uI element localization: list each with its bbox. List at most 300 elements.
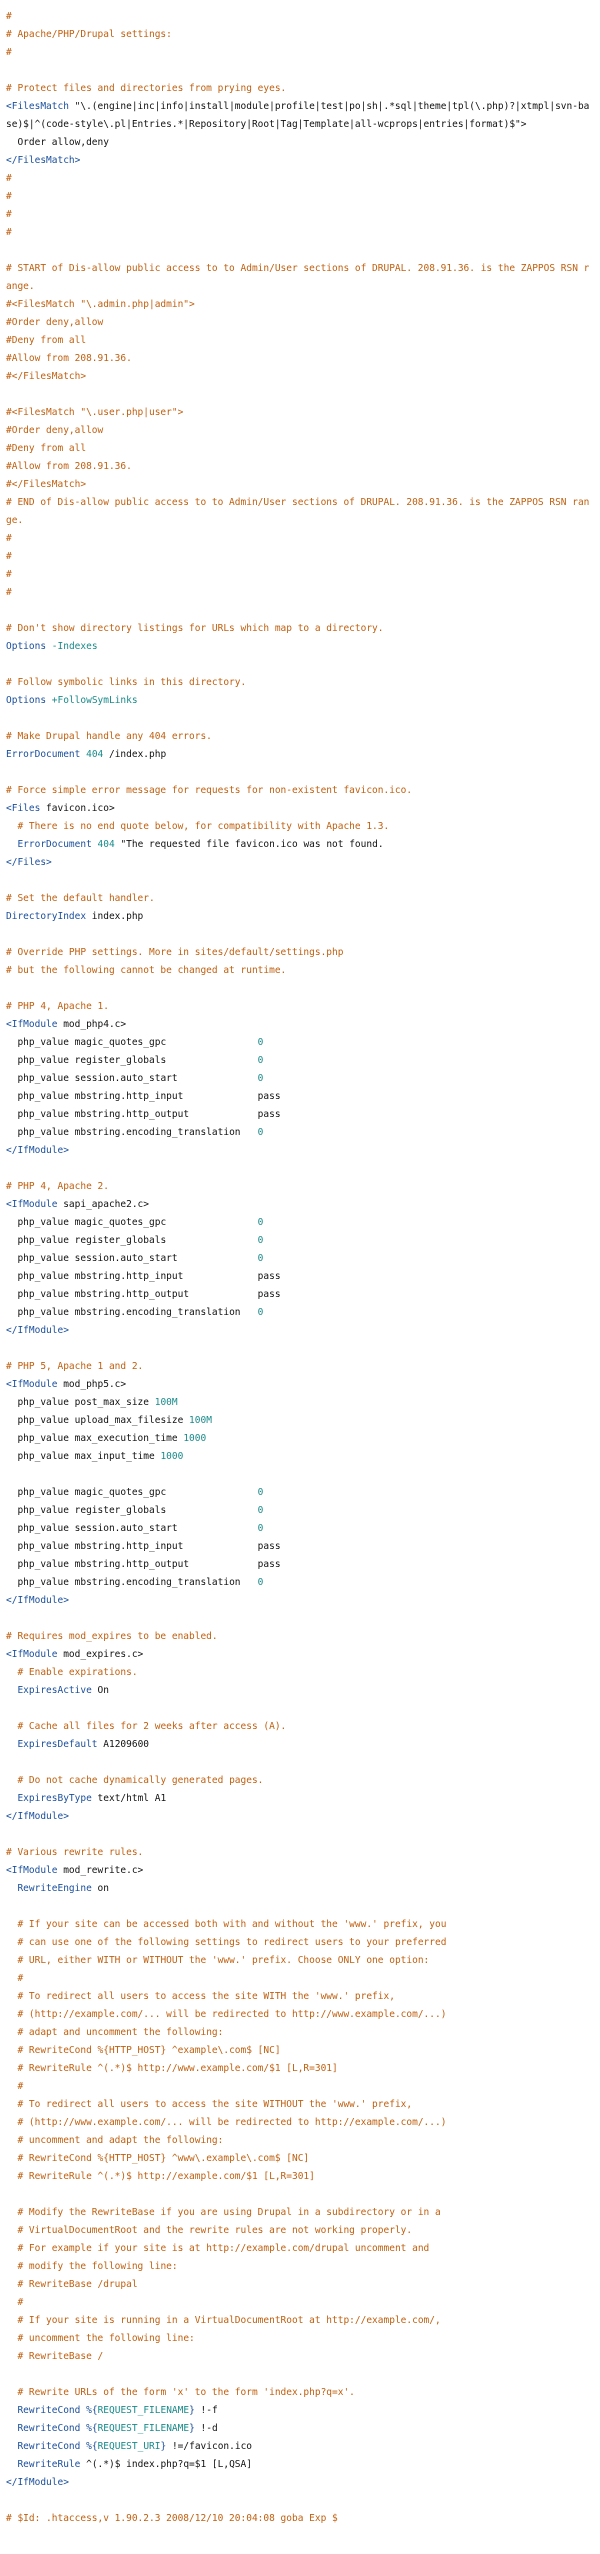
code-line (6, 1862, 594, 1880)
comment-token: # (6, 2081, 24, 2092)
code-line (6, 2042, 594, 2060)
code-line (6, 728, 594, 746)
directive-token: <IfModule (6, 1379, 58, 1390)
directive-token: ExpiresActive (17, 1685, 92, 1696)
directive-token: RewriteCond (17, 2423, 81, 2434)
code-line (6, 1664, 594, 1682)
comment-token: # Don't show directory listings for URLs which map to a directory. (6, 623, 384, 634)
text-token: favicon.ico> (40, 803, 115, 814)
code-line (6, 2312, 594, 2330)
comment-token: # (6, 2297, 24, 2308)
text-token: php_value mbstring.encoding_translation (6, 1307, 258, 1318)
code-line (6, 2276, 594, 2294)
comment-token: # Override PHP settings. More in sites/default/settings.php (6, 947, 344, 958)
value-token: 100M (154, 1397, 178, 1408)
code-line (6, 746, 594, 764)
text-token: ^(.*)$ index.php?q=$1 [L,QSA] (80, 2459, 252, 2470)
code-line (6, 1322, 594, 1340)
text-token: Order allow,deny (6, 137, 109, 148)
code-line (6, 134, 594, 152)
code-line (6, 1628, 594, 1646)
text-token: php_value mbstring.http_input pass (6, 1091, 281, 1102)
directive-token: </IfModule> (6, 1595, 69, 1606)
code-line (6, 1304, 594, 1322)
comment-token: # To redirect all users to access the site WITH the 'www.' prefix, (6, 1991, 395, 2002)
code-line (6, 1520, 594, 1538)
code-line (6, 1538, 594, 1556)
code-line (6, 1880, 594, 1898)
comment-token: # RewriteBase / (6, 2351, 104, 2362)
text-token (6, 1793, 17, 1804)
code-line (6, 926, 594, 944)
comment-token: # If your site can be accessed both with and without the 'www.' prefix, you (6, 1919, 447, 1930)
value-token: 0 (257, 1523, 264, 1534)
comment-token: # RewriteBase /drupal (6, 2279, 138, 2290)
code-line (6, 2474, 594, 2492)
text-token: php_value session.auto_start (6, 1523, 258, 1534)
code-line (6, 620, 594, 638)
directive-token: %{ (86, 2441, 98, 2452)
code-line (6, 2150, 594, 2168)
text-token: /index.php (103, 749, 167, 760)
code-line (6, 332, 594, 350)
code-line (6, 152, 594, 170)
comment-token: # (6, 587, 12, 598)
value-token: 0 (257, 1577, 264, 1588)
code-line (6, 206, 594, 224)
code-line (6, 98, 594, 134)
code-line (6, 692, 594, 710)
code-line (6, 440, 594, 458)
directive-token: </IfModule> (6, 1145, 69, 1156)
comment-token: # RewriteCond %{HTTP_HOST} ^www\.example\.com$ [NC] (6, 2153, 310, 2164)
code-line (6, 2384, 594, 2402)
text-token: !-f (194, 2405, 218, 2416)
text-token: mod_expires.c> (57, 1649, 144, 1660)
value-token: 0 (257, 1127, 264, 1138)
code-line (6, 2186, 594, 2204)
code-line (6, 980, 594, 998)
code-line (6, 764, 594, 782)
code-line (6, 1052, 594, 1070)
text-token: php_value mbstring.http_input pass (6, 1541, 281, 1552)
code-line (6, 260, 594, 296)
comment-token: # For example if your site is at http://example.com/drupal uncomment and (6, 2243, 430, 2254)
value-token: 0 (257, 1487, 264, 1498)
directive-token: </IfModule> (6, 1325, 69, 1336)
code-line (6, 836, 594, 854)
code-line (6, 818, 594, 836)
code-line (6, 530, 594, 548)
comment-token: # Make Drupal handle any 404 errors. (6, 731, 212, 742)
text-token: on (91, 1883, 109, 1894)
text-token: php_value magic_quotes_gpc (6, 1217, 258, 1228)
text-token: !-d (194, 2423, 218, 2434)
code-line (6, 350, 594, 368)
code-line (6, 404, 594, 422)
comment-token: # (6, 227, 12, 238)
code-line (6, 2258, 594, 2276)
code-line (6, 674, 594, 692)
comment-token: #Deny from all (6, 443, 87, 454)
code-line (6, 170, 594, 188)
code-line (6, 1952, 594, 1970)
comment-token: # Modify the RewriteBase if you are using Drupal in a subdirectory or in a (6, 2207, 441, 2218)
code-line (6, 188, 594, 206)
comment-token: #Order deny,allow (6, 317, 104, 328)
comment-token: # To redirect all users to access the site WITHOUT the 'www.' prefix, (6, 2099, 413, 2110)
code-line (6, 800, 594, 818)
comment-token: # (6, 191, 12, 202)
value-token: REQUEST_FILENAME (97, 2405, 190, 2416)
value-token: 1000 (183, 1433, 207, 1444)
comment-token: # Force simple error message for requests for non-existent favicon.ico. (6, 785, 413, 796)
directive-token: } (189, 2405, 195, 2416)
code-line (6, 962, 594, 980)
code-line (6, 1736, 594, 1754)
code-line (6, 386, 594, 404)
text-token: php_value mbstring.http_output pass (6, 1289, 281, 1300)
comment-token: # (6, 569, 12, 580)
directive-token: </Files> (6, 857, 52, 868)
code-line (6, 1502, 594, 1520)
text-token: php_value register_globals (6, 1235, 258, 1246)
code-line (6, 1232, 594, 1250)
comment-token: # uncomment and adapt the following: (6, 2135, 224, 2146)
code-line (6, 1466, 594, 1484)
code-line (6, 2438, 594, 2456)
comment-token: #Allow from 208.91.36. (6, 461, 132, 472)
comment-token: # Cache all files for 2 weeks after access (A). (6, 1721, 287, 1732)
comment-token: # URL, either WITH or WITHOUT the 'www.' prefix. Choose ONLY one option: (6, 1955, 430, 1966)
code-line (6, 1916, 594, 1934)
code-line (6, 1646, 594, 1664)
code-line (6, 1592, 594, 1610)
code-line (6, 1898, 594, 1916)
comment-token: # (6, 47, 12, 58)
code-line (6, 944, 594, 962)
code-line (6, 854, 594, 872)
code-line (6, 8, 594, 26)
code-line (6, 1268, 594, 1286)
directive-token: <IfModule (6, 1199, 58, 1210)
code-line (6, 458, 594, 476)
text-token: php_value post_max_size (6, 1397, 155, 1408)
comment-token: # uncomment the following line: (6, 2333, 195, 2344)
comment-token: # END of Dis-allow public access to to Admin/User sections of DRUPAL. 208.91.36. is the ZAPPOS RSN range. (6, 497, 590, 526)
code-line (6, 638, 594, 656)
code-line (6, 296, 594, 314)
code-line (6, 1772, 594, 1790)
value-token: 404 (97, 839, 115, 850)
code-line (6, 1394, 594, 1412)
code-line (6, 1034, 594, 1052)
code-line (6, 2006, 594, 2024)
comment-token: # PHP 4, Apache 1. (6, 1001, 109, 1012)
text-token: php_value magic_quotes_gpc (6, 1037, 258, 1048)
code-line (6, 602, 594, 620)
text-token: php_value session.auto_start (6, 1253, 258, 1264)
code-line (6, 1430, 594, 1448)
code-line (6, 1376, 594, 1394)
directive-token: RewriteEngine (17, 1883, 92, 1894)
value-token: 0 (257, 1055, 264, 1066)
text-token: php_value mbstring.encoding_translation (6, 1577, 258, 1588)
directive-token: %{ (86, 2405, 98, 2416)
comment-token: # (6, 533, 12, 544)
code-line (6, 1826, 594, 1844)
code-line (6, 2078, 594, 2096)
comment-token: # Set the default handler. (6, 893, 155, 904)
text-token: sapi_apache2.c> (57, 1199, 149, 1210)
comment-token: # Do not cache dynamically generated pages. (6, 1775, 264, 1786)
code-line (6, 872, 594, 890)
directive-token: RewriteCond (17, 2441, 81, 2452)
directive-token: <FilesMatch (6, 101, 69, 112)
code-line (6, 1070, 594, 1088)
code-line (6, 2348, 594, 2366)
code-line (6, 2240, 594, 2258)
text-token: php_value mbstring.http_output pass (6, 1559, 281, 1570)
code-line (6, 782, 594, 800)
code-line (6, 1124, 594, 1142)
comment-token: # Rewrite URLs of the form 'x' to the form 'index.php?q=x'. (6, 2387, 355, 2398)
text-token: php_value mbstring.http_output pass (6, 1109, 281, 1120)
code-line (6, 368, 594, 386)
comment-token: #<FilesMatch "\.admin.php|admin"> (6, 299, 195, 310)
code-line (6, 2330, 594, 2348)
text-token: php_value register_globals (6, 1505, 258, 1516)
comment-token: # adapt and uncomment the following: (6, 2027, 224, 2038)
code-line (6, 1196, 594, 1214)
comment-token: # There is no end quote below, for compatibility with Apache 1.3. (6, 821, 390, 832)
code-line (6, 710, 594, 728)
comment-token: # (6, 551, 12, 562)
directive-token: <Files (6, 803, 41, 814)
comment-token: # Protect files and directories from prying eyes. (6, 83, 287, 94)
code-line (6, 1484, 594, 1502)
text-token: mod_php4.c> (57, 1019, 127, 1030)
code-line (6, 224, 594, 242)
code-line (6, 1682, 594, 1700)
text-token (6, 2423, 17, 2434)
code-line (6, 2096, 594, 2114)
directive-token: </IfModule> (6, 1811, 69, 1822)
code-line (6, 1448, 594, 1466)
code-line (6, 998, 594, 1016)
text-token (6, 1883, 17, 1894)
code-line (6, 1142, 594, 1160)
text-token: php_value max_execution_time (6, 1433, 184, 1444)
value-token: 0 (257, 1253, 264, 1264)
code-line (6, 656, 594, 674)
code-line (6, 2132, 594, 2150)
directive-token: RewriteRule (17, 2459, 81, 2470)
code-line (6, 44, 594, 62)
code-line (6, 1934, 594, 1952)
code-line (6, 314, 594, 332)
value-token: 100M (189, 1415, 212, 1426)
code-line (6, 2366, 594, 2384)
value-token: 1000 (160, 1451, 184, 1462)
comment-token: # Various rewrite rules. (6, 1847, 144, 1858)
comment-token: # (6, 11, 12, 22)
value-token: -Indexes (51, 641, 98, 652)
text-token: On (91, 1685, 109, 1696)
comment-token: # (http://example.com/... will be redirected to http://www.example.com/...) (6, 2009, 447, 2020)
comment-token: #</FilesMatch> (6, 479, 87, 490)
code-line (6, 1412, 594, 1430)
directive-token: RewriteCond (17, 2405, 81, 2416)
comment-token: # START of Dis-allow public access to to Admin/User sections of DRUPAL. 208.91.36. is the ZAPPOS RSN range. (6, 263, 590, 292)
comment-token: # If your site is running in a VirtualDocumentRoot at http://example.com/, (6, 2315, 441, 2326)
text-token: mod_rewrite.c> (57, 1865, 144, 1876)
directive-token: Options (6, 641, 47, 652)
comment-token: # RewriteRule ^(.*)$ http://example.com/$1 [L,R=301] (6, 2171, 315, 2182)
comment-token: # PHP 5, Apache 1 and 2. (6, 1361, 144, 1372)
code-line (6, 2402, 594, 2420)
comment-token: # Requires mod_expires to be enabled. (6, 1631, 218, 1642)
directive-token: DirectoryIndex (6, 911, 87, 922)
value-token: 0 (257, 1505, 264, 1516)
text-token: php_value session.auto_start (6, 1073, 258, 1084)
comment-token: #</FilesMatch> (6, 371, 87, 382)
directive-token: ErrorDocument (6, 749, 81, 760)
text-token: php_value magic_quotes_gpc (6, 1487, 258, 1498)
code-line (6, 2294, 594, 2312)
value-token: 0 (257, 1307, 264, 1318)
code-line (6, 2168, 594, 2186)
directive-token: <IfModule (6, 1019, 58, 1030)
comment-token: #<FilesMatch "\.user.php|user"> (6, 407, 184, 418)
code-line (6, 1214, 594, 1232)
comment-token: # Enable expirations. (6, 1667, 138, 1678)
directive-token: <IfModule (6, 1649, 58, 1660)
directive-token: ExpiresDefault (17, 1739, 98, 1750)
code-line (6, 2510, 594, 2528)
comment-token: # Apache/PHP/Drupal settings: (6, 29, 172, 40)
code-line (6, 1700, 594, 1718)
code-line (6, 584, 594, 602)
comment-token: # VirtualDocumentRoot and the rewrite rules are not working properly. (6, 2225, 413, 2236)
code-line (6, 1340, 594, 1358)
value-token: 404 (86, 749, 104, 760)
code-line (6, 2492, 594, 2510)
text-token (6, 1685, 17, 1696)
comment-token: # can use one of the following settings to redirect users to your preferred (6, 1937, 447, 1948)
directive-token: %{ (86, 2423, 98, 2434)
code-line (6, 1988, 594, 2006)
code-line (6, 2456, 594, 2474)
directive-token: Options (6, 695, 47, 706)
comment-token: # Follow symbolic links in this directory. (6, 677, 247, 688)
code-line (6, 1088, 594, 1106)
value-token: 0 (257, 1073, 264, 1084)
text-token: index.php (86, 911, 144, 922)
code-line (6, 2222, 594, 2240)
text-token: !=/favicon.ico (166, 2441, 253, 2452)
text-token: php_value mbstring.http_input pass (6, 1271, 281, 1282)
value-token: 0 (257, 1217, 264, 1228)
code-line (6, 1610, 594, 1628)
value-token: REQUEST_URI (97, 2441, 161, 2452)
value-token: 0 (257, 1235, 264, 1246)
directive-token: } (189, 2423, 195, 2434)
code-line (6, 1286, 594, 1304)
code-line (6, 548, 594, 566)
value-token: REQUEST_FILENAME (97, 2423, 190, 2434)
code-line (6, 422, 594, 440)
text-token (6, 839, 17, 850)
directive-token: <IfModule (6, 1865, 58, 1876)
comment-token: # (6, 173, 12, 184)
text-token: text/html A1 (91, 1793, 167, 1804)
code-line (6, 2024, 594, 2042)
text-token (6, 1739, 17, 1750)
code-line (6, 908, 594, 926)
text-token: "The requested file favicon.ico was not found. (114, 839, 384, 850)
text-token: php_value max_input_time (6, 1451, 161, 1462)
comment-token: # but the following cannot be changed at runtime. (6, 965, 287, 976)
code-line (6, 1556, 594, 1574)
comment-token: # (6, 209, 12, 220)
comment-token: # modify the following line: (6, 2261, 178, 2272)
code-line (6, 566, 594, 584)
comment-token: # $Id: .htaccess,v 1.90.2.3 2008/12/10 20:04:08 goba Exp $ (6, 2513, 338, 2524)
code-line (6, 1178, 594, 1196)
comment-token: # RewriteRule ^(.*)$ http://www.example.com/$1 [L,R=301] (6, 2063, 338, 2074)
text-token: php_value upload_max_filesize (6, 1415, 190, 1426)
text-token (6, 2405, 17, 2416)
value-token: 0 (257, 1037, 264, 1048)
directive-token: ExpiresByType (17, 1793, 92, 1804)
code-line (6, 1160, 594, 1178)
code-line (6, 2204, 594, 2222)
code-line (6, 2114, 594, 2132)
code-line (6, 1106, 594, 1124)
code-line (6, 26, 594, 44)
text-token: mod_php5.c> (57, 1379, 127, 1390)
code-line (6, 890, 594, 908)
code-line (6, 494, 594, 530)
comment-token: # PHP 4, Apache 2. (6, 1181, 109, 1192)
directive-token: ErrorDocument (17, 839, 92, 850)
code-line (6, 1358, 594, 1376)
text-token: php_value register_globals (6, 1055, 258, 1066)
code-line (6, 62, 594, 80)
code-line (6, 2060, 594, 2078)
text-token: php_value mbstring.encoding_translation (6, 1127, 258, 1138)
code-line (6, 80, 594, 98)
code-line (6, 1970, 594, 1988)
comment-token: #Order deny,allow (6, 425, 104, 436)
code-line (6, 1016, 594, 1034)
code-line (6, 1250, 594, 1268)
text-token: "\.(engine|inc|info|install|module|profile|test|po|sh|.*sql|theme|tpl(\.php)?|xtmpl|svn-base)$|^(code-style\.pl|Entries.*|Repository|Root|Tag|Template|all-wcprops|entries|format)$"> (6, 101, 590, 130)
code-line (6, 1718, 594, 1736)
directive-token: </IfModule> (6, 2477, 69, 2488)
comment-token: # RewriteCond %{HTTP_HOST} ^example\.com$ [NC] (6, 2045, 281, 2056)
code-line (6, 1808, 594, 1826)
code-line (6, 2420, 594, 2438)
code-line (6, 1754, 594, 1772)
code-line (6, 242, 594, 260)
comment-token: # (6, 1973, 24, 1984)
text-token (6, 2441, 17, 2452)
text-token (6, 2459, 17, 2470)
directive-token: </FilesMatch> (6, 155, 81, 166)
code-line (6, 476, 594, 494)
